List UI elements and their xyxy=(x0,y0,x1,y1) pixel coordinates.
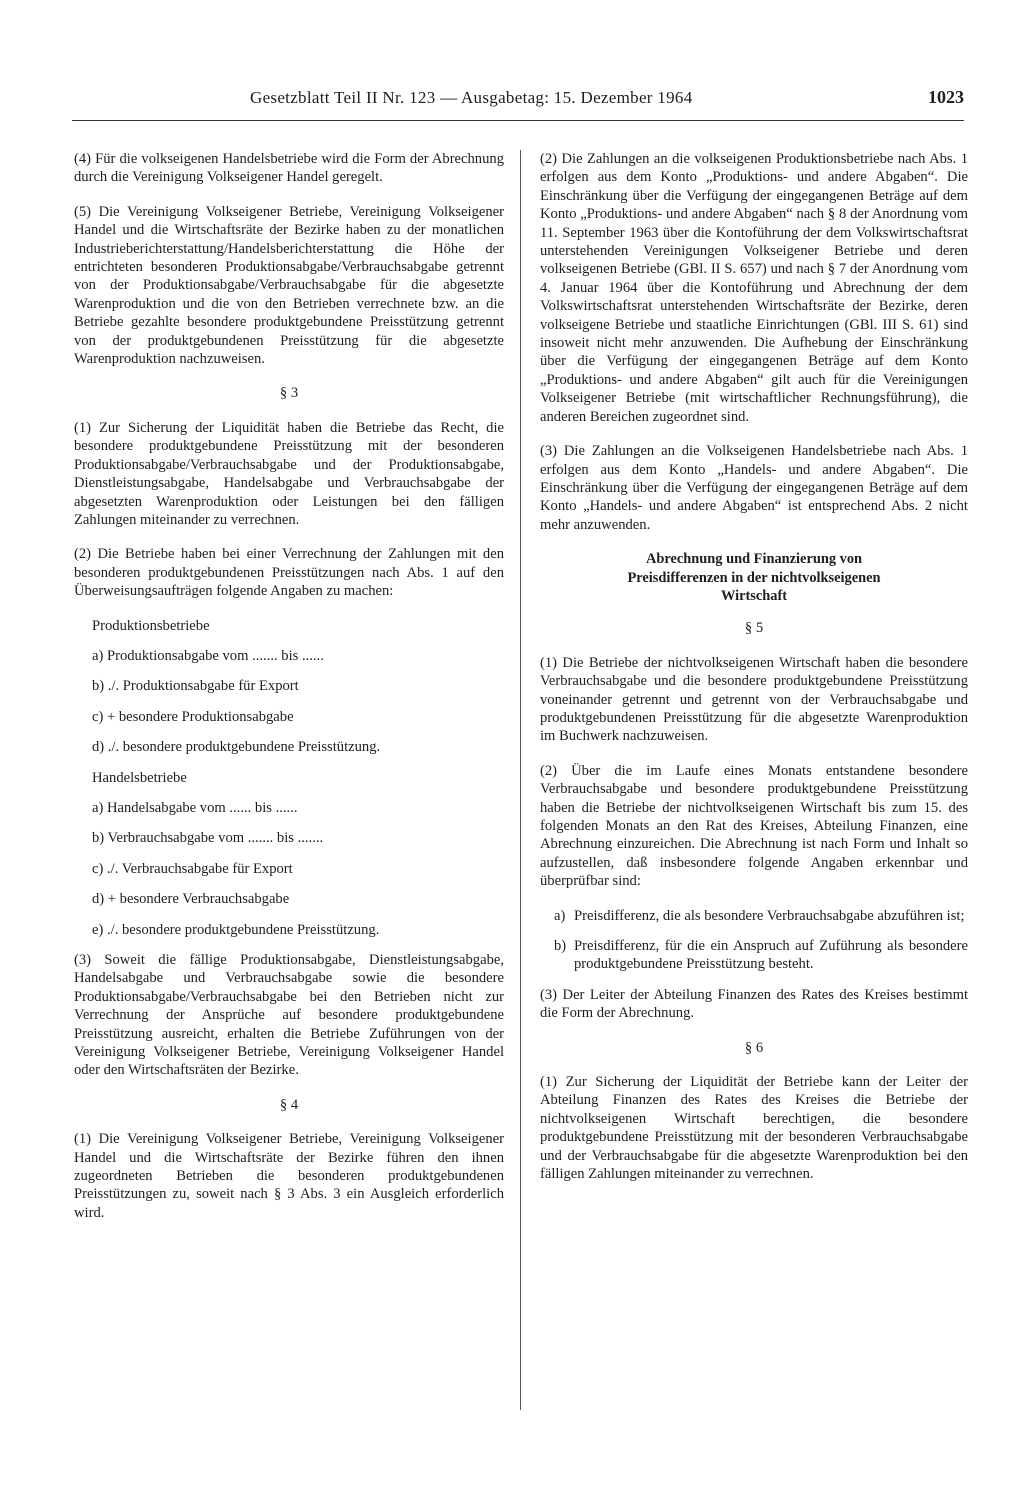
list-item: a) Produktionsabgabe vom ....... bis ...... xyxy=(92,647,324,664)
list-item: e) ./. besondere produktgebundene Preisstützung. xyxy=(92,921,380,938)
paragraph: (1) Die Betriebe der nichtvolkseigenen Wirtschaft haben die besondere Verbrauchsabgabe und die besondere produktgebundene Preisstützung voneinander getrennt und getrennt von der Verbrauchsabgabe und produktgebundenen Preisstützung für die abgesetzte Warenproduktion im Buchwerk nachzuweisen. xyxy=(540,654,968,745)
list-item: b) Verbrauchsabgabe vom ....... bis ....... xyxy=(92,830,324,847)
chapter-heading-line: Wirtschaft xyxy=(720,587,788,604)
list-title: Handelsbetriebe xyxy=(92,769,187,786)
production-list xyxy=(74,617,504,757)
list-title: Produktionsbetriebe xyxy=(92,617,210,634)
paragraph: (2) Über die im Laufe eines Monats entstandene besondere Verbrauchsabgabe und besondere produktgebundene Preisstützung haben die Betriebe der nichtvolkseigenen Wirtschaft bis zum 15. des folgenden Monats an den Rat des Kreises, Abteilung Finanzen, eine Abrechnung einzureichen. Die Abrechnung ist nach Form und Inhalt so aufzustellen, daß insbesondere folgende Angaben erkennbar und überprüfbar sind: xyxy=(540,762,968,890)
section-heading: § 4 xyxy=(279,1096,299,1113)
sub-item xyxy=(554,907,968,925)
paragraph: (1) Zur Sicherung der Liquidität der Betriebe kann der Leiter der Abteilung Finanzen des Rates des Kreises die Betriebe der nichtvolkseigenen Wirtschaft berechtigen, die besondere produktgebundene Preisstützung mit der besonderen Verbrauchsabgabe und der Verbrauchsabgabe für die abgesetzte Warenproduktion bei den fälligen Zahlungen miteinander zu verrechnen. xyxy=(540,1074,968,1183)
list-item: d) + besondere Verbrauchsabgabe xyxy=(92,891,290,908)
section-heading: § 5 xyxy=(744,620,764,637)
column-divider xyxy=(520,150,521,1410)
list-item: d) ./. besondere produktgebundene Preisstützung. xyxy=(92,739,381,756)
list-item: c) ./. Verbrauchsabgabe für Export xyxy=(92,860,293,877)
section-heading: § 3 xyxy=(279,385,299,402)
paragraph: (4) Für die volkseigenen Handelsbetriebe wird die Form der Abrechnung durch die Vereinigung Volkseigener Handel geregelt. xyxy=(74,151,504,186)
page-header xyxy=(72,88,964,118)
chapter-heading-line: Preisdifferenzen in der nichtvolkseigenen xyxy=(627,569,881,586)
list-item: a) Handelsabgabe vom ...... bis ...... xyxy=(92,799,298,816)
chapter-heading xyxy=(540,550,968,605)
left-column xyxy=(74,150,504,1238)
paragraph: (2) Die Betriebe haben bei einer Verrechnung der Zahlungen mit den besonderen produktgebundenen Preisstützungen nach Abs. 1 auf den Überweisungsaufträgen folgende Angaben zu machen: xyxy=(74,546,504,600)
list-item: b) ./. Produktionsabgabe für Export xyxy=(92,678,299,695)
sub-item-text: Preisdifferenz, für die ein Anspruch auf Zuführung als besondere produktgebundene Preisstützung besteht. xyxy=(574,938,968,973)
sub-item-mark: b) xyxy=(554,938,567,955)
paragraph: (5) Die Vereinigung Volkseigener Betriebe, Vereinigung Volkseigener Handel und die Wirtschaftsräte der Bezirke haben zu der monatlichen Industrieberichterstattung/Handelsberichterstattung die Höhe der entrichteten besonderen Produktionsabgabe/Verbrauchsabgabe getrennt von der Produktionsabgabe/Verbrauchsabgabe für die abgesetzte Warenproduktion und die von den Betrieben verrechnete bzw. an die Betriebe gezahlte besondere produktgebundene Preisstützung getrennt von der produktgebundenen Preisstützung für die abgesetzte Warenproduktion nachzuweisen. xyxy=(74,203,504,368)
header-rule xyxy=(72,120,964,121)
page-number: 1023 xyxy=(928,87,964,107)
paragraph: (3) Soweit die fällige Produktionsabgabe, Dienstleistungsabgabe, Handelsabgabe und Verbrauchsabgabe sowie die besondere Produktionsabgabe/Verbrauchsabgabe bei den Betrieben nicht zur Verrechnung der Ansprüche auf besondere produktgebundene Preisstützung ausreicht, erhalten die Betriebe Zuführungen von der Vereinigung Volkseigener Betriebe, Vereinigung Volkseigener Handel oder den Wirtschaftsräten der Bezirke. xyxy=(74,952,504,1079)
trade-list xyxy=(74,769,504,939)
list-item: c) + besondere Produktionsabgabe xyxy=(92,708,294,725)
page-title: Gesetzblatt Teil II Nr. 123 — Ausgabetag: 15. Dezember 1964 xyxy=(250,88,693,107)
section-heading: § 6 xyxy=(744,1039,764,1056)
paragraph: (2) Die Zahlungen an die volkseigenen Produktionsbetriebe nach Abs. 1 erfolgen aus dem Konto „Produktions- und andere Abgaben“. Die Einschränkung über die Verfügung der eingegangenen Beträge auf dem Konto „Produktions- und andere Abgaben“ nach § 8 der Anordnung vom 11. September 1963 über die Kontoführung der dem Volkswirtschaftsrat unterstehenden Vereinigungen Volkseigener Betriebe und deren volkseigenen Betriebe (GBl. II S. 657) und nach § 7 der Anordnung vom 4. Januar 1964 über die Kontoführung und Abrechnung der dem Volkswirtschaftsrat unterstehenden Wirtschaftsräte der Bezirke, deren volkseigene Betriebe und staatliche Einrichtungen (GBl. III S. 61) sind insoweit nicht mehr anzuwenden. Die Aufhebung der Einschränkung über die Verfügung der eingegangenen Beträge auf dem Konto „Produktions- und andere Abgaben“ gilt auch für die Vereinigungen Volkseigener Betriebe (mit wirtschaftlicher Rechnungsführung), die anderen Bereichen zugeordnet sind. xyxy=(540,151,968,425)
sub-item xyxy=(554,937,968,974)
paragraph: (3) Der Leiter der Abteilung Finanzen des Rates des Kreises bestimmt die Form der Abrechnung. xyxy=(540,986,968,1022)
paragraph: (3) Die Zahlungen an die Volkseigenen Handelsbetriebe nach Abs. 1 erfolgen aus dem Konto „Handels- und andere Abgaben“. Die Einschränkung über die Verfügung der eingegangenen Beträge auf dem Konto „Handels- und andere Abgaben“ ist entsprechend Abs. 2 nicht mehr anzuwenden. xyxy=(540,443,968,533)
paragraph: (1) Die Vereinigung Volkseigener Betriebe, Vereinigung Volkseigener Handel und die Wirtschaftsräte der Bezirke führen den ihnen zugeordneten Betrieben die besonderen produktgebundenen Preisstützungen zu, soweit nach § 3 Abs. 3 ein Ausgleich erforderlich wird. xyxy=(74,1131,504,1221)
sub-item-text: Preisdifferenz, die als besondere Verbrauchsabgabe abzuführen ist; xyxy=(574,907,965,924)
paragraph: (1) Zur Sicherung der Liquidität haben die Betriebe das Recht, die besondere produktgebundene Preisstützung mit der besonderen Produktionsabgabe/Verbrauchsabgabe und der Produktionsabgabe, Dienstleistungsabgabe, Handelsabgabe und Verbrauchsabgabe der abgesetzten Warenproduktion oder Leistungen bei den fälligen Zahlungen miteinander zu verrechnen. xyxy=(74,419,504,528)
right-column xyxy=(540,150,968,1200)
sub-item-mark: a) xyxy=(554,907,566,924)
chapter-heading-line: Abrechnung und Finanzierung von xyxy=(645,551,863,568)
